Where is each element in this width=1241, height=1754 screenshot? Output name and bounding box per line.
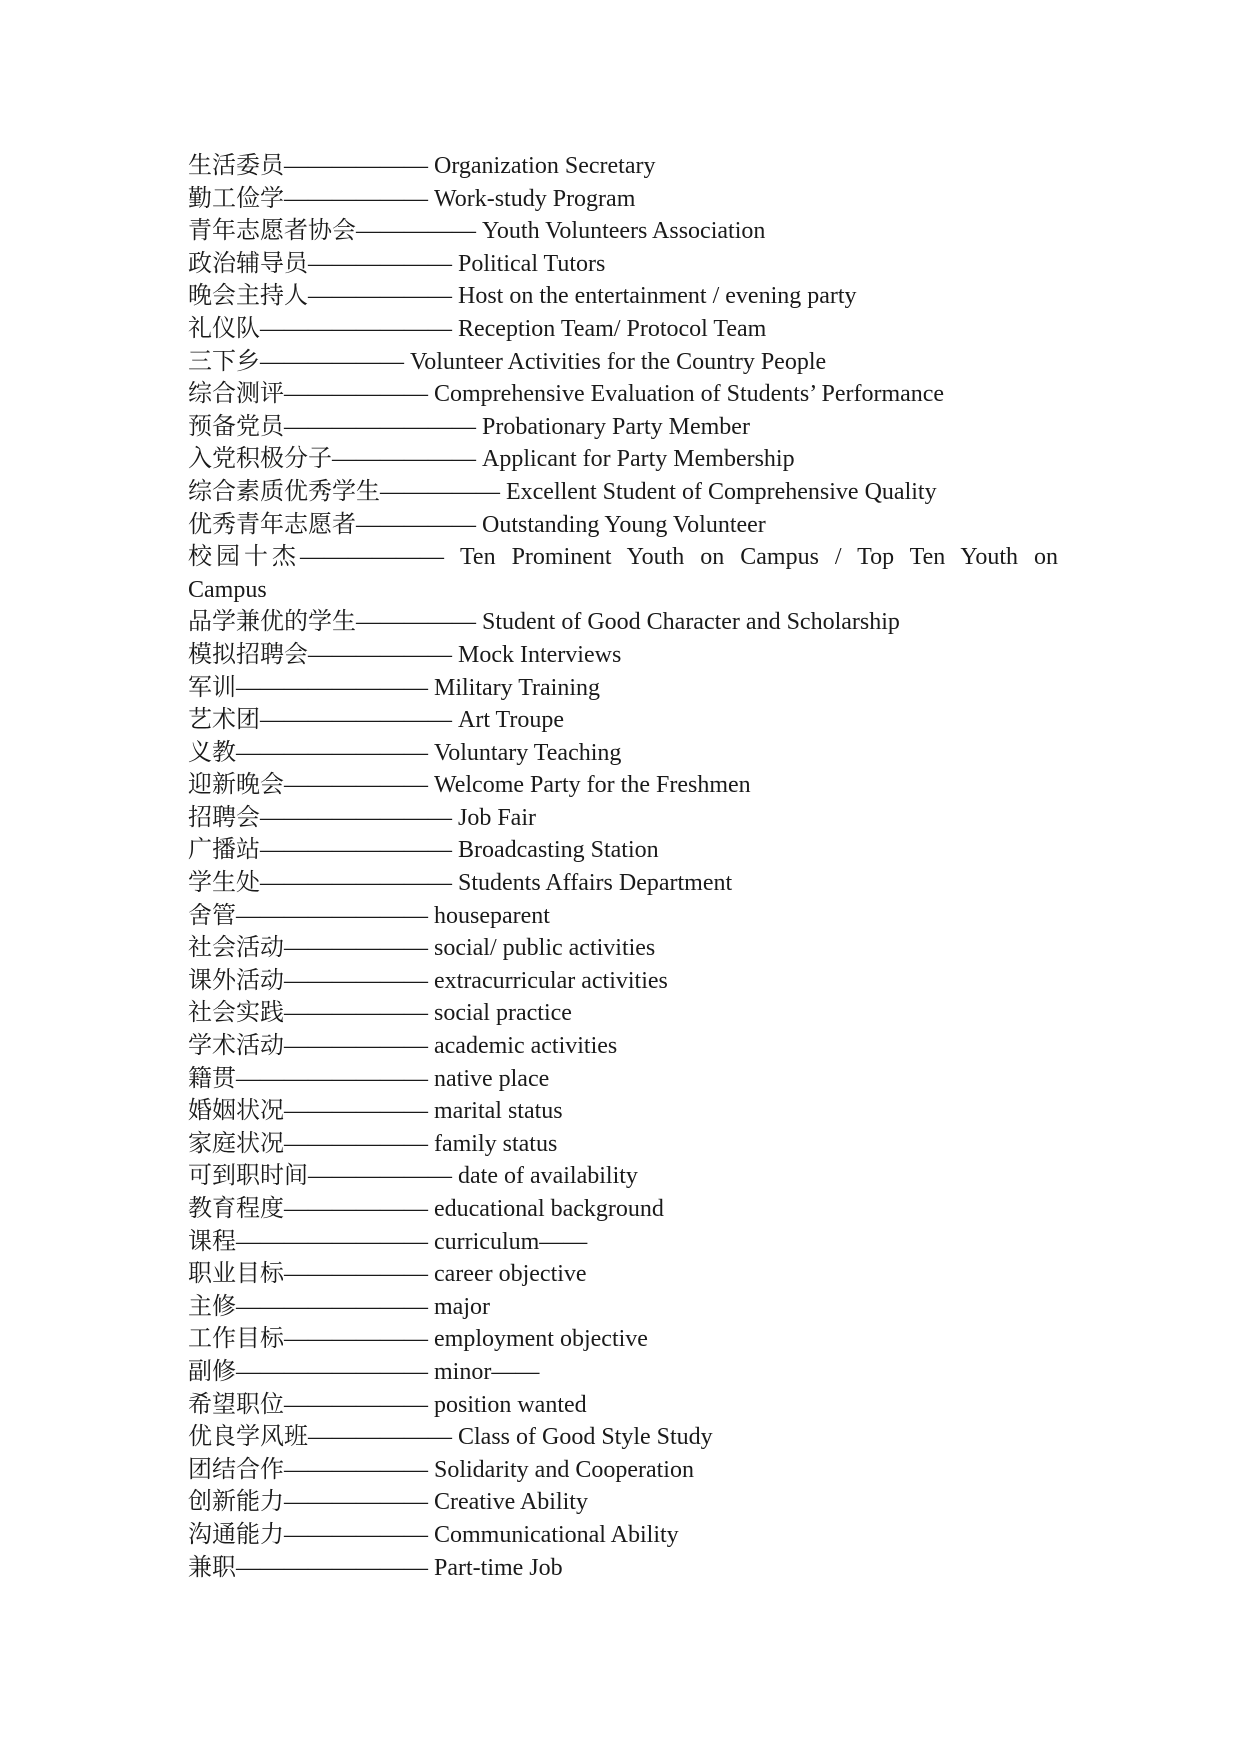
glossary-entry: 社会实践—————— social practice bbox=[188, 1000, 572, 1027]
glossary-entry: 舍管———————— houseparent bbox=[188, 902, 550, 929]
glossary-entry: 预备党员———————— Probationary Party Member bbox=[188, 413, 750, 440]
glossary-entry: 沟通能力—————— Communicational Ability bbox=[188, 1521, 679, 1548]
glossary-entry: 模拟招聘会—————— Mock Interviews bbox=[188, 641, 622, 668]
glossary-entry: 三下乡—————— Volunteer Activities for the Country People bbox=[188, 348, 827, 375]
glossary-entry: 校园十杰—————— Ten Prominent Youth on Campus / Top Ten Youth on Campus bbox=[188, 544, 1058, 603]
glossary-entry: 生活委员—————— Organization Secretary bbox=[188, 153, 656, 179]
glossary-entry: 课外活动—————— extracurricular activities bbox=[188, 967, 668, 994]
glossary-entry: 可到职时间—————— date of availability bbox=[188, 1163, 638, 1190]
glossary-entry: 工作目标—————— employment objective bbox=[188, 1326, 648, 1353]
glossary-entry: 军训———————— Military Training bbox=[188, 674, 601, 701]
glossary-entry: 优秀青年志愿者————— Outstanding Young Volunteer bbox=[188, 511, 766, 538]
glossary-entry: 团结合作—————— Solidarity and Cooperation bbox=[188, 1456, 694, 1483]
glossary-entry: 家庭状况—————— family status bbox=[188, 1130, 558, 1157]
glossary-entry: 主修———————— major bbox=[188, 1293, 490, 1320]
glossary-list bbox=[188, 150, 1058, 1584]
glossary-entry: 礼仪队———————— Reception Team/ Protocol Team bbox=[188, 315, 767, 342]
glossary-entry: 籍贯———————— native place bbox=[188, 1065, 550, 1092]
glossary-entry: 创新能力—————— Creative Ability bbox=[188, 1489, 588, 1516]
glossary-entry: 社会活动—————— social/ public activities bbox=[188, 935, 656, 962]
glossary-entry: 青年志愿者协会————— Youth Volunteers Association bbox=[188, 218, 766, 245]
glossary-entry: 综合测评—————— Comprehensive Evaluation of Students’ Performance bbox=[188, 381, 945, 408]
glossary-entry: 优良学风班—————— Class of Good Style Study bbox=[188, 1424, 713, 1451]
glossary-entry: 希望职位—————— position wanted bbox=[188, 1391, 587, 1418]
glossary-entry: 入党积极分子—————— Applicant for Party Membership bbox=[188, 446, 795, 473]
glossary-entry: 品学兼优的学生————— Student of Good Character and Scholarship bbox=[188, 609, 900, 636]
glossary-entry: 迎新晚会—————— Welcome Party for the Freshmen bbox=[188, 772, 751, 799]
glossary-entry: 职业目标—————— career objective bbox=[188, 1261, 587, 1288]
glossary-entry: 晚会主持人—————— Host on the entertainment / evening party bbox=[188, 283, 857, 310]
glossary-entry: 学生处———————— Students Affairs Department bbox=[188, 870, 733, 897]
glossary-entry: 勤工俭学—————— Work-study Program bbox=[188, 185, 636, 212]
glossary-entry: 教育程度—————— educational background bbox=[188, 1196, 664, 1222]
glossary-entry: 兼职———————— Part-time Job bbox=[188, 1554, 563, 1581]
glossary-entry: 艺术团———————— Art Troupe bbox=[188, 707, 565, 734]
glossary-entry: 政治辅导员—————— Political Tutors bbox=[188, 250, 606, 277]
glossary-entry: 课程———————— curriculum—— bbox=[188, 1228, 588, 1255]
glossary-entry: 义教———————— Voluntary Teaching bbox=[188, 739, 622, 766]
glossary-entry: 副修———————— minor—— bbox=[188, 1358, 540, 1385]
glossary-entry: 婚姻状况—————— marital status bbox=[188, 1098, 563, 1125]
glossary-entry: 广播站———————— Broadcasting Station bbox=[188, 837, 659, 864]
glossary-entry: 学术活动—————— academic activities bbox=[188, 1033, 618, 1060]
glossary-entry: 招聘会———————— Job Fair bbox=[188, 804, 536, 831]
glossary-entry: 综合素质优秀学生————— Excellent Student of Comprehensive Quality bbox=[188, 478, 937, 505]
